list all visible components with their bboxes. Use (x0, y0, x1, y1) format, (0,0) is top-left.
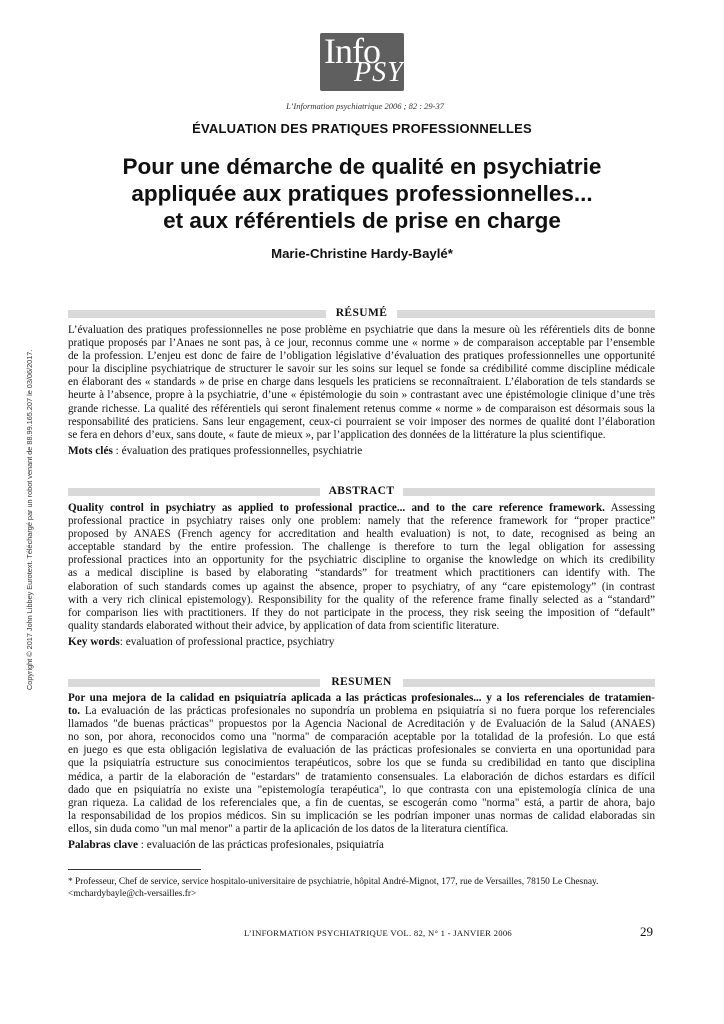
abstract-heading: ABSTRACT (328, 485, 395, 497)
keywords-label: Palabras clave (68, 839, 138, 852)
resumen-bold-title-end: to. (68, 705, 81, 718)
abstract-line: professional practice in psychiatry raises only one problem: namely that the reference framework for “proper practice” (68, 515, 655, 528)
footnote-affiliation: * Professeur, Chef de service, service hospitalo-universitaire de psychiatrie, hôpital André-Mignot, 177, rue de Versailles, 78150 Le Chesnay. (68, 877, 599, 887)
resumen-line: llamados "de buenas prácticas" propuestos por la Agencia Nacional de Acreditación y de Evaluación de la Salud (ANAES) (68, 718, 655, 731)
side-copyright-notice: Copyright © 2017 John Libbey Eurotext. Téléchargé par un robot venant de 88.99.165.207 le 03/06/2017. (25, 349, 34, 690)
resumen-line: ellos, sin duda como "un mal menor" a partir de la aplicación de los datos de la literatura científica. (68, 822, 509, 835)
resume-line: de la profession. L’enjeu est donc de faire de l’obligation législative d’évaluation des pratiques professionnelles une opportunité (68, 350, 655, 363)
resumen-body (68, 692, 655, 852)
resumen-line: que la psiquiatría estructure sus conocimientos terapéuticos, sobre los que se funda su credibilidad en tanto que disciplina (68, 757, 655, 770)
resume-line: grande richesse. La qualité des référentiels qui seront finalement retenus comme « norme » de comparaison est désormais sous la (68, 402, 655, 415)
journal-logo (320, 33, 404, 91)
resumen-line: la responsabilidad de los propios médicos. Sin su implicación se les podrían imponer unas normas de calidad elaboradas sin (68, 809, 655, 822)
keywords-label: Mots clés (68, 444, 113, 457)
resume-line: heurte à l’absence, propre à la psychiatrie, d’une « épistémologie du soin » contrastant avec une épistémologie clinique d’une très (68, 389, 655, 402)
logo-word-psy: PSY (354, 57, 404, 88)
title-line-3: et aux référentiels de prise en charge (163, 208, 561, 233)
journal-citation: L’Information psychiatrique 2006 ; 82 : 29-37 (286, 101, 444, 111)
resume-line: responsabilité des praticiens. Sans leur engagement, ceux-ci pourraient se voir imposer des normes de qualité dont l’élaboration (68, 415, 655, 428)
resumen-line: gran riqueza. La calidad de los referenciales que, a fin de cuentas, se escogerán como "norma" está, a partir de ahora, bajo (68, 796, 655, 809)
resume-heading: RÉSUMÉ (335, 307, 388, 319)
abstract-keywords (68, 636, 655, 649)
resumen-heading: RESUMEN (331, 676, 392, 688)
resumen-line (68, 705, 655, 718)
footnote-rule (68, 869, 201, 870)
resume-line: en élaborant des « standards » de prise en charge dans lesquels les praticiens se reconnaîtraient. L’élaboration de tels standards se (68, 376, 655, 389)
author-footnote (68, 876, 655, 900)
title-line-1: Pour une démarche de qualité en psychiatrie (122, 154, 602, 179)
abstract-body (68, 502, 655, 649)
resume-heading-bar (68, 307, 655, 319)
resumen-heading-bar (68, 676, 655, 688)
title-line-2: appliquée aux pratiques professionnelles... (131, 181, 593, 206)
footnote-email: <mchardybayle@ch-versailles.fr> (68, 889, 197, 899)
resumen-line: dado que en psiquiatría no existe una "epistemología terapéutica", lo que contrasta con una epistemología clínica de una (68, 783, 655, 796)
resume-line: se fera en dehors d’eux, sans doute, « faute de mieux », par l’application des données de la littérature la plus scientifique. (68, 428, 606, 441)
resumen-line: médica, a partir de la elaboración de "estardars" de tratamiento consensuales. La elaboración de dichos estardars es difícil (68, 770, 655, 783)
resume-line: pratique proposés par l’Anaes ne sont pas, à ce jour, reconnus comme une « norme » de comparaison acceptable par l’ensemble (68, 337, 655, 350)
keywords-text: : evaluación de las prácticas profesionales, psiquiatría (137, 839, 384, 852)
page-number: 29 (640, 924, 653, 939)
resumen-line: en juego es que esta obligación legislativa de evaluación de las prácticas profesionales se convierta en una oportunidad para (68, 744, 655, 757)
abstract-line: proposed by ANAES (French agency for accreditation and health evaluation) is not, to date, recognised as being an (68, 528, 655, 541)
article-title (60, 153, 664, 234)
keywords-label: Key words (68, 635, 120, 648)
resumen-line2-rest: La evaluación de las prácticas profesionales no supondría un problema en psiquiatría si no fuera porque los referenciales (80, 705, 655, 718)
abstract-heading-bar (68, 485, 655, 497)
abstract-line: as a medical discipline is based by elaborating “standards” for treatment which practitioners can identify with. The (68, 567, 655, 580)
keywords-text: : evaluation of professional practice, psychiatry (119, 635, 335, 648)
abstract-line: acceptable standard by the entire profession. The challenge is therefore to turn the legal obligation for assessing (68, 541, 655, 554)
resume-line: L’évaluation des pratiques professionnelles ne pose problème en psychiatrie que dans la mesure où les référentiels dits de bonne (68, 324, 655, 336)
author-name: Marie-Christine Hardy-Baylé* (271, 246, 453, 261)
abstract-bold-title: Quality control in psychiatry as applied to professional practice... and to the care reference framework. (68, 502, 605, 514)
section-label: ÉVALUATION DES PRATIQUES PROFESSIONNELLES (192, 121, 532, 136)
abstract-line: for comparison lies with practitioners. If they do not participate in the process, they risk seeing the imposition of “default” (68, 606, 655, 619)
abstract-first-line-rest: Assessing (604, 502, 655, 514)
resume-body (68, 324, 655, 458)
resume-line: pour la discipline psychiatrique de structurer le savoir sur les soins sur lequel se fonde sa crédibilité comme discipline médicale (68, 363, 655, 376)
resumen-keywords (68, 839, 655, 852)
resumen-line (68, 692, 655, 705)
abstract-line: professional practices into an opportunity for the psychiatric discipline to organise the knowledge on which its credibility (68, 554, 655, 567)
abstract-line: with a very rich clinical epistemology). Responsibility for the quality of the reference frame finally selected as a “standard” (68, 593, 655, 606)
abstract-line: elaboration of such standards comes up against the absence, proper to psychiatry, of any “care epistemology” (in contrast (68, 580, 655, 593)
logo-word-info: Info (324, 31, 380, 71)
abstract-line: quality standards elaborated without their advice, by application of data from scientific literature. (68, 619, 500, 632)
resumen-line: no son, por ahora, reconocidos como una "norma" de comparación aceptable por la totalidad de la profesión. Lo que está (68, 731, 655, 744)
resumen-bold-title: Por una mejora de la calidad en psiquiatría aplicada a las prácticas profesionales... y a los referenciales de tratamien- (68, 692, 655, 704)
abstract-line (68, 502, 655, 515)
resume-keywords (68, 445, 655, 458)
journal-footer: L’INFORMATION PSYCHIATRIQUE VOL. 82, N° 1 - JANVIER 2006 (244, 928, 513, 938)
keywords-text: : évaluation des pratiques professionnelles, psychiatrie (112, 444, 363, 457)
